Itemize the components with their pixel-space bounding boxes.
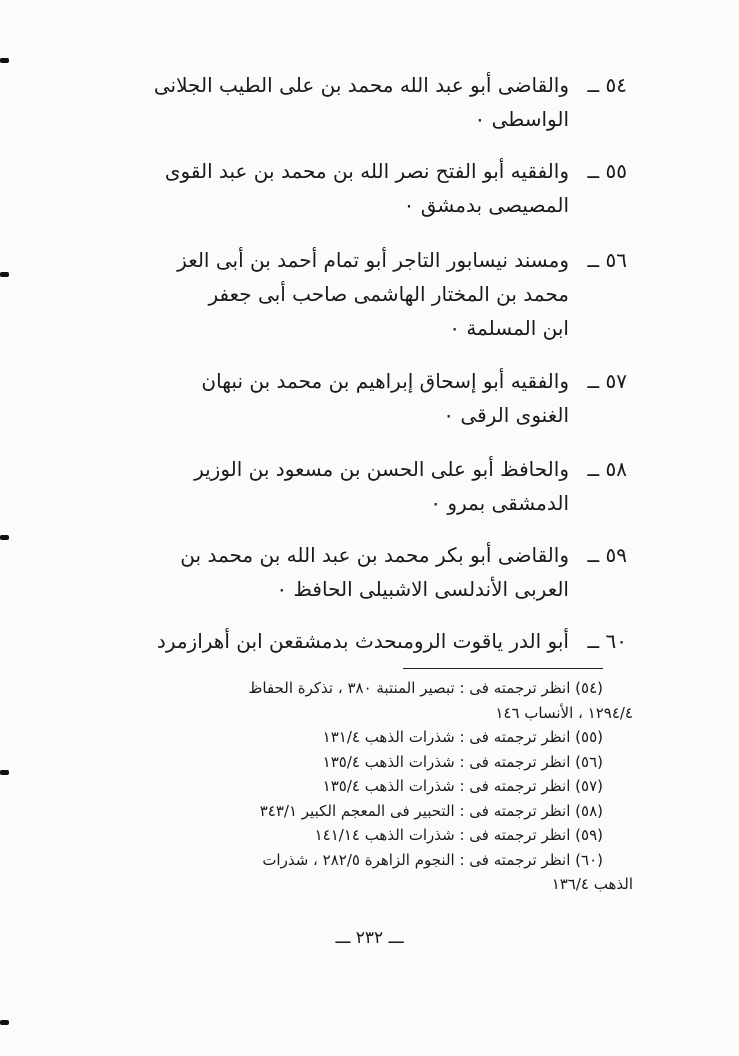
entry-text (99, 154, 569, 222)
entry-line: ومسند نيسابور التاجر أبو تمام أحمد بن أبى العز (177, 248, 569, 272)
entry-text (99, 538, 569, 606)
entry-number: ٥٤ ــ (587, 73, 627, 97)
entry-line: والفقيه أبو الفتح نصر الله بن محمد بن عبد القوى (164, 159, 569, 183)
footnote-line: (٥٧) انظر ترجمته فى : شذرات الذهب ١٣٥/٤ (322, 777, 603, 795)
footnote-line: (٥٤) انظر ترجمته فى : تبصير المنتبة ٣٨٠ ، تذكرة الحفاظ (248, 679, 603, 697)
scan-mark (0, 770, 9, 775)
footnote-line: (٥٩) انظر ترجمته فى : شذرات الذهب ١٤١/١٤ (314, 826, 603, 844)
entry-line: ابن المسلمة ٠ (449, 316, 569, 340)
entry-line: أبو الدر ياقوت الرومىحدث بدمشقعن ابن أهرازمرد (156, 629, 569, 653)
scan-mark (0, 1020, 9, 1025)
footnote-rule (403, 668, 603, 669)
scan-mark (0, 58, 9, 63)
entry-line: الدمشقى بمرو ٠ (430, 491, 569, 515)
entry-line: محمد بن المختار الهاشمى صاحب أبى جعفر (208, 282, 569, 306)
entry-text (99, 452, 569, 520)
scan-mark (0, 535, 9, 540)
entry-number: ٥٥ ــ (587, 159, 627, 183)
entry-line: والحافظ أبو على الحسن بن مسعود بن الوزير (194, 457, 569, 481)
footnotes (103, 676, 633, 897)
footnote-line: (٦٠) انظر ترجمته فى : النجوم الزاهرة ٢٨٢/٥ ، شذرات (262, 850, 603, 869)
entry-number: ٥٨ ــ (587, 457, 627, 481)
entry-line: والفقيه أبو إسحاق إبراهيم بن محمد بن نبهان (201, 369, 569, 393)
entry-line: الواسطى ٠ (474, 107, 569, 131)
entry-text (99, 364, 569, 432)
entry-number: ٥٧ ــ (587, 369, 627, 393)
entry-text (99, 243, 569, 345)
page-number: ـــ ٢٣٢ ـــ (335, 928, 404, 948)
footnote-line: الذهب ١٣٦/٤ (551, 875, 633, 893)
entry-line: والقاضى أبو بكر محمد بن عبد الله بن محمد بن (180, 543, 569, 567)
entry-number: ٦٠ ــ (587, 629, 627, 653)
footnote-line: (٥٦) انظر ترجمته فى : شذرات الذهب ١٣٥/٤ (322, 752, 603, 771)
entry-line: المصيصى بدمشق ٠ (403, 193, 569, 217)
scan-mark (0, 272, 9, 277)
entry-text (99, 68, 569, 136)
entry-text (99, 624, 569, 658)
footnote-line: (٥٨) انظر ترجمته فى : التحبير فى المعجم الكبير ٣٤٣/١ (259, 801, 603, 820)
entry-line: الغنوى الرقى ٠ (443, 403, 569, 427)
entry-number: ٥٦ ــ (587, 248, 627, 272)
entry-number: ٥٩ ــ (587, 543, 627, 567)
footnote-line: (٥٥) انظر ترجمته فى : شذرات الذهب ١٣١/٤ (322, 728, 603, 746)
entry-line: والقاضى أبو عبد الله محمد بن على الطيب الجلانى (153, 73, 569, 97)
footnote-line: ١٢٩٤/٤ ، الأنساب ١٤٦ (495, 703, 633, 722)
entry-line: العربى الأندلسى الاشبيلى الحافظ ٠ (276, 577, 569, 601)
